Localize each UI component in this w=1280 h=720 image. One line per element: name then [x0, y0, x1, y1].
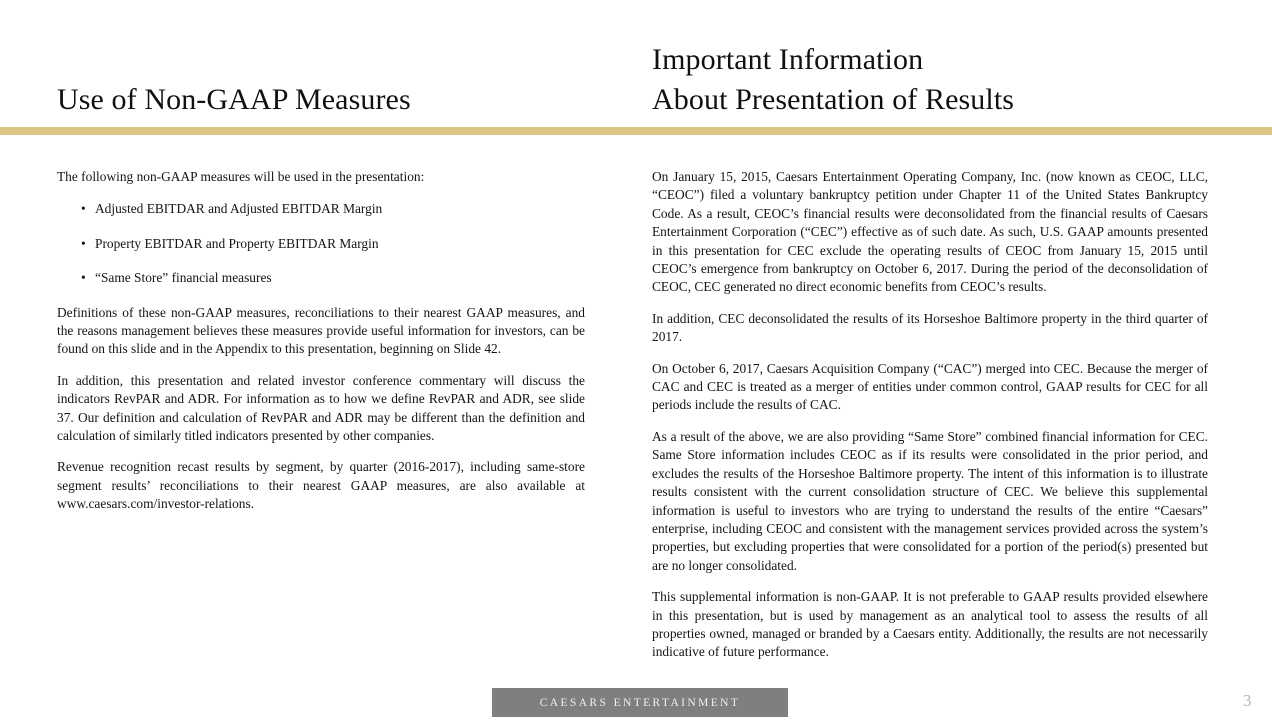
- footer-brand-bar: [492, 688, 788, 717]
- page-number: 3: [1243, 691, 1252, 710]
- right-paragraph-ceoc-bankruptcy: On January 15, 2015, Caesars Entertainment Operating Company, Inc. (now known as CEOC, LLC, “CEOC”) filed a voluntary bankruptcy petition under Chapter 11 of the United States Bankruptcy Code. As a result, CEOC’s financial results were deconsolidated from the financial results of Caesars Entertainment Corporation (“CEC”) effective as of such date. As such, U.S. GAAP amounts presented in this presentation for CEC exclude the operating results of CEOC from January 15, 2015 until CEOC’s emergence from bankruptcy on October 6, 2017. During the period of the deconsolidation of CEOC, CEC generated no direct economic benefits from CEOC’s results.: [652, 169, 1208, 295]
- right-paragraph-horseshoe-baltimore: In addition, CEC deconsolidated the results of its Horseshoe Baltimore property in the third quarter of 2017.: [652, 310, 1208, 345]
- list-item-label: Adjusted EBITDAR and Adjusted EBITDAR Margin: [95, 201, 383, 217]
- slide-header: [0, 0, 1280, 127]
- bullet-point-icon: •: [81, 201, 86, 217]
- page-title-left: Use of Non-GAAP Measures: [57, 83, 411, 116]
- left-paragraph-revenue-recognition: Revenue recognition recast results by segment, by quarter (2016-2017), including same-store segment results’ reconciliations to their nearest GAAP measures, are also available at www.caesars.com/investor-relations.: [57, 459, 585, 512]
- page-title-right-line2: About Presentation of Results: [652, 83, 1015, 116]
- left-paragraph-revpar-adr: In addition, this presentation and related investor conference commentary will discuss the indicators RevPAR and ADR. For information as to how we define RevPAR and ADR, see slide 37. Our definition and calculation of RevPAR and ADR may be different than the definition and calculation of similarly titled indicators presented by other companies.: [57, 372, 585, 444]
- list-item: [57, 235, 585, 253]
- list-item: [57, 269, 585, 287]
- left-paragraph-definitions: Definitions of these non-GAAP measures, reconciliations to their nearest GAAP measures, and the reasons management believes these measures provide useful information for investors, can be found on this slide and in the Appendix to this presentation, beginning on Slide 42.: [57, 304, 585, 357]
- page-title-right-line1: Important Information: [652, 43, 924, 76]
- list-item-label: Property EBITDAR and Property EBITDAR Margin: [95, 235, 379, 251]
- right-paragraph-supplemental-non-gaap: This supplemental information is non-GAAP. It is not preferable to GAAP results provided elsewhere in this presentation, but is used by management as an analytical tool to assess the results of all properties owned, managed or branded by a Caesars entity. Additionally, the results are not necessarily indicative of future performance.: [652, 589, 1208, 660]
- list-item: [57, 200, 585, 218]
- non-gaap-measures-bullet-list: [57, 200, 585, 287]
- bullet-point-icon: •: [81, 235, 86, 251]
- right-content-column: [652, 168, 1208, 662]
- gold-divider-rule: [0, 127, 1272, 135]
- left-intro-paragraph: The following non-GAAP measures will be used in the presentation:: [57, 169, 425, 184]
- left-content-column: [57, 168, 585, 514]
- bullet-point-icon: •: [81, 270, 86, 286]
- right-paragraph-same-store: As a result of the above, we are also providing “Same Store” combined financial information for CEC. Same Store information includes CEOC as if its results were consolidated in the prior period, and excludes the results of the Horseshoe Baltimore property. The intent of this information is to illustrate results consistent with the current consolidation structure of CEC. We believe this supplemental information is useful to investors who are trying to understand the results of the entire “Caesars” enterprise, including CEOC and consistent with the management services provided across the system’s properties, but excluding properties that were consolidated for a portion of the period(s) presented but are no longer consolidated.: [652, 428, 1208, 573]
- page-title-right: [652, 40, 1252, 120]
- list-item-label: “Same Store” financial measures: [95, 270, 272, 286]
- right-paragraph-cac-merger: On October 6, 2017, Caesars Acquisition Company (“CAC”) merged into CEC. Because the merger of CAC and CEC is treated as a merger of entities under common control, GAAP results for CEC for all periods include the results of CAC.: [652, 360, 1208, 413]
- footer-brand-label: CAESARS ENTERTAINMENT: [539, 696, 741, 709]
